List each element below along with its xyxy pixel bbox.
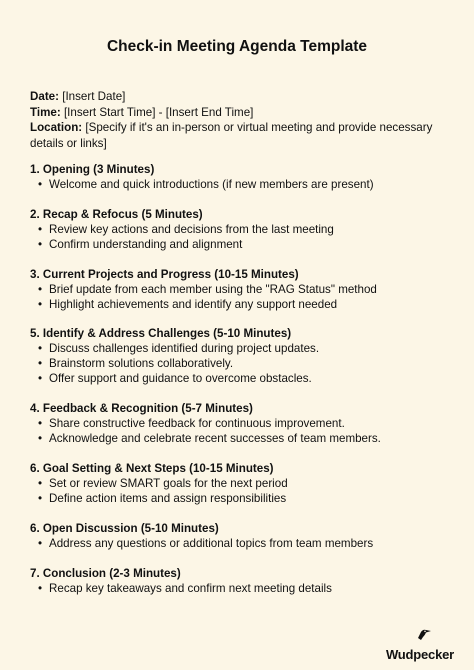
bullet-item: • Share constructive feedback for continuous improvement.	[49, 416, 450, 431]
logo-text: Wudpecker	[385, 647, 454, 662]
bullet-item: • Define action items and assign responsibilities	[49, 491, 450, 506]
bullet-list	[30, 282, 450, 312]
bullet-list	[30, 476, 450, 506]
bullet-item: • Brief update from each member using the "RAG Status" method	[49, 282, 450, 297]
agenda-section	[30, 521, 450, 551]
agenda-section	[30, 461, 450, 506]
section-heading: 7. Conclusion (2-3 Minutes)	[30, 566, 181, 580]
time-line	[30, 105, 450, 121]
bullet-item: • Set or review SMART goals for the next period	[49, 476, 450, 491]
bullet-list	[30, 341, 450, 386]
bullet-item: • Offer support and guidance to overcome obstacles.	[49, 371, 450, 386]
agenda-section	[30, 267, 450, 312]
bullet-item: • Welcome and quick introductions (if new members are present)	[49, 177, 450, 192]
bullet-list	[30, 416, 450, 446]
bullet-item: • Discuss challenges identified during project updates.	[49, 341, 450, 356]
section-heading: 6. Goal Setting & Next Steps (10-15 Minutes)	[30, 461, 274, 475]
agenda-section	[30, 566, 450, 596]
section-heading: 4. Feedback & Recognition (5-7 Minutes)	[30, 402, 253, 416]
woodpecker-bird-icon	[416, 628, 432, 641]
agenda-section	[30, 162, 450, 192]
bullet-item: • Highlight achievements and identify any support needed	[49, 297, 450, 312]
section-heading: 2. Recap & Refocus (5 Minutes)	[30, 207, 203, 221]
agenda-section	[30, 326, 450, 386]
page-title: Check-in Meeting Agenda Template	[106, 38, 368, 55]
bullet-list	[30, 177, 450, 192]
meeting-details	[30, 89, 450, 151]
time-label: Time:	[30, 105, 61, 119]
bullet-item: • Acknowledge and celebrate recent successes of team members.	[49, 431, 450, 446]
agenda-section	[30, 401, 450, 446]
location-label: Location:	[30, 121, 83, 134]
bullet-list	[30, 222, 450, 252]
bullet-list	[30, 581, 450, 596]
date-line	[30, 89, 450, 105]
location-value: [Specify if it's an in-person or virtual meeting and provide necessary details or links]	[30, 121, 433, 150]
section-heading: 5. Identify & Address Challenges (5-10 Minutes)	[30, 327, 292, 341]
bullet-item: • Address any questions or additional topics from team members	[49, 536, 450, 551]
bullet-item: • Brainstorm solutions collaboratively.	[49, 356, 450, 371]
bullet-item: • Recap key takeaways and confirm next meeting details	[49, 581, 450, 596]
location-line	[30, 120, 450, 151]
section-heading: 1. Opening (3 Minutes)	[30, 163, 155, 176]
bullet-item: • Confirm understanding and alignment	[49, 237, 450, 252]
bullet-item: • Review key actions and decisions from the last meeting	[49, 222, 450, 237]
wudpecker-logo	[386, 640, 454, 662]
time-value: [Insert Start Time] - [Insert End Time]	[60, 105, 254, 119]
date-label: Date:	[30, 90, 59, 103]
bullet-list	[30, 536, 450, 551]
section-heading: 6. Open Discussion (5-10 Minutes)	[30, 521, 219, 535]
agenda-section	[30, 207, 450, 252]
date-value: [Insert Date]	[59, 90, 126, 103]
agenda-sections	[30, 162, 450, 610]
section-heading: 3. Current Projects and Progress (10-15 Minutes)	[30, 267, 299, 281]
